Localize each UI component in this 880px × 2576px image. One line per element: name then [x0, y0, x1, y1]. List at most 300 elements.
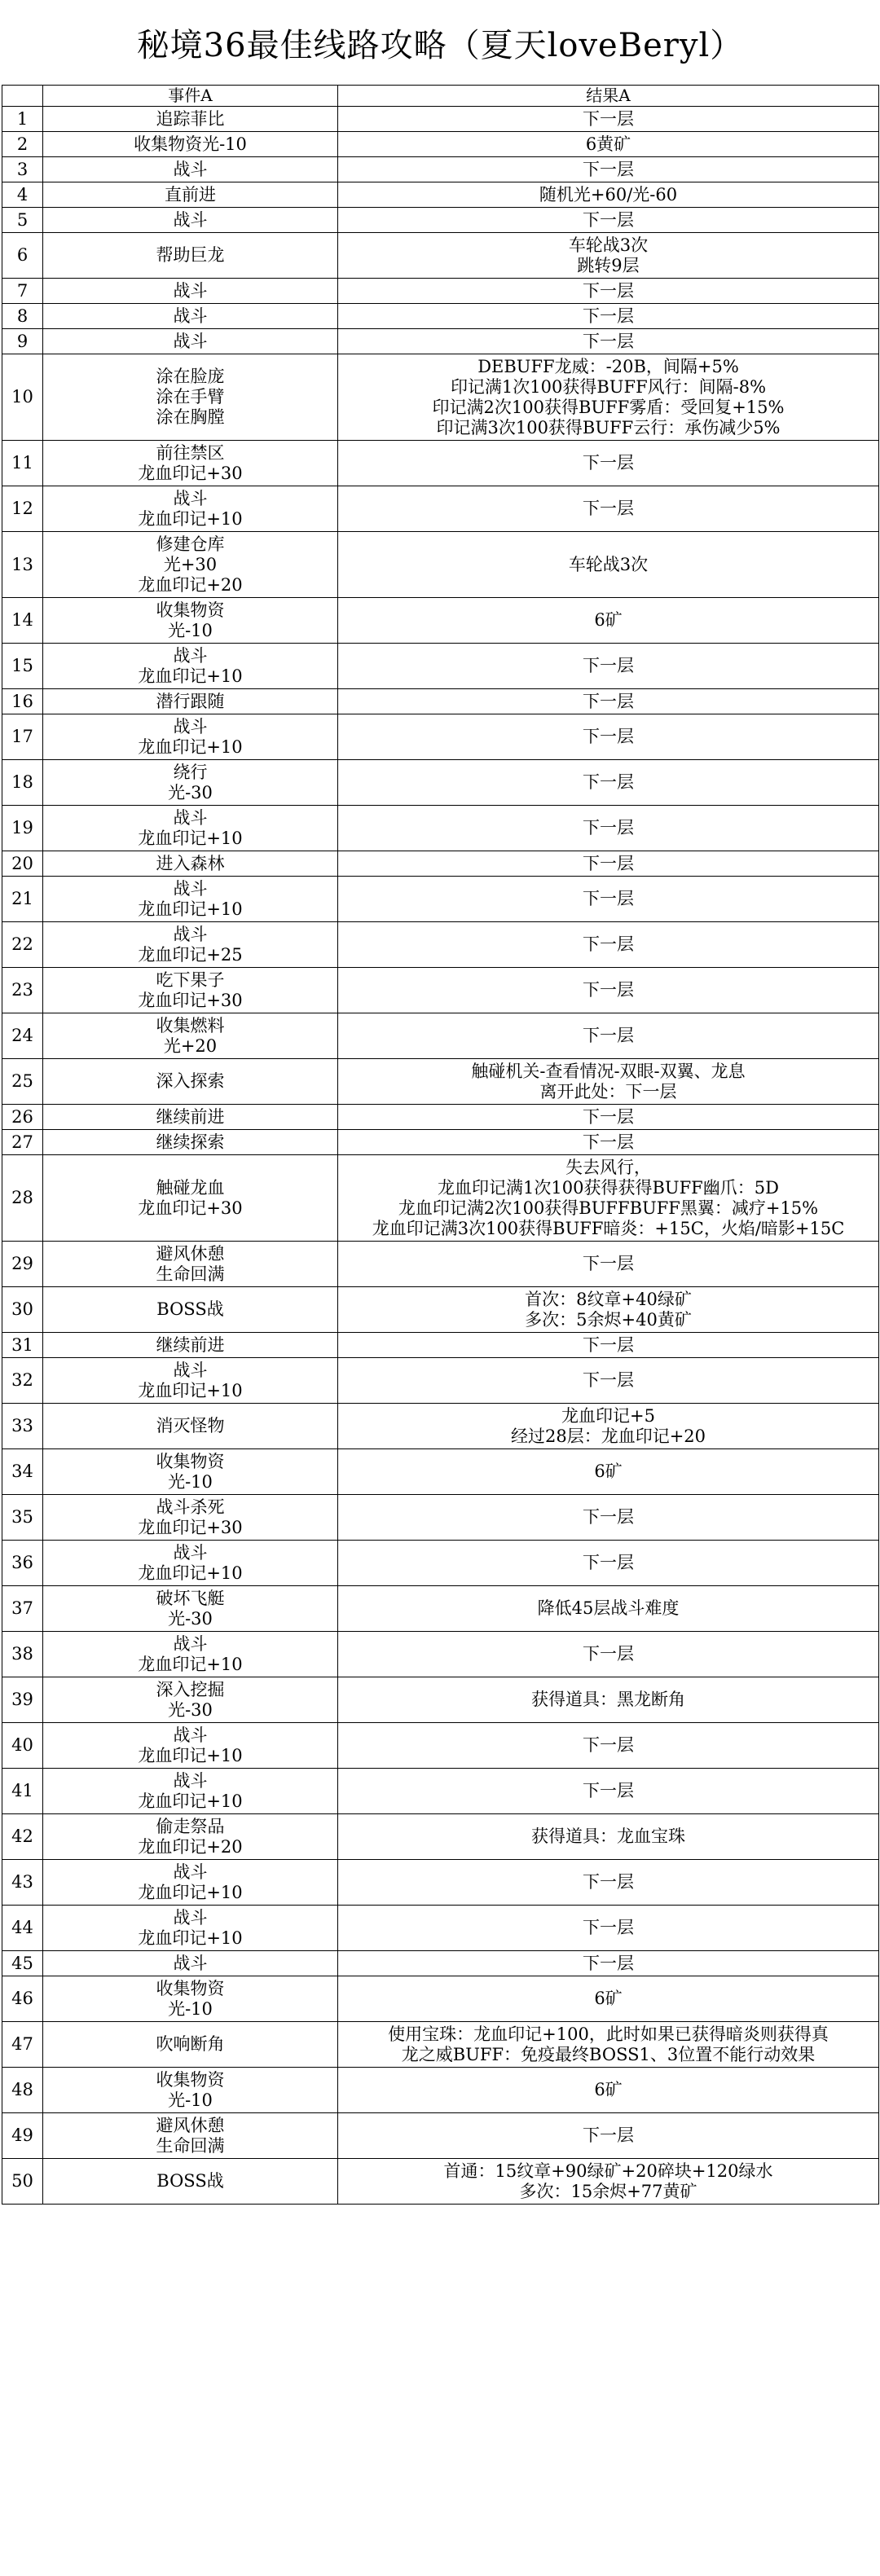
event-line: 继续前进: [156, 1334, 225, 1355]
event-cell: [43, 1404, 338, 1449]
table-row: [2, 1059, 879, 1105]
event-line: 战斗: [173, 1725, 208, 1745]
event-cell: [43, 1906, 338, 1951]
row-number: 1: [2, 107, 43, 132]
result-line: 6矿: [594, 610, 623, 630]
event-line: 吃下果子: [156, 969, 225, 990]
result-cell: [338, 1976, 879, 2022]
table-row: [2, 1358, 879, 1404]
table-row: [2, 598, 879, 644]
event-line: 追踪菲比: [156, 108, 225, 129]
table-row: [2, 1951, 879, 1976]
result-cell: [338, 157, 879, 182]
event-cell: [43, 1632, 338, 1677]
event-line: 绕行: [173, 762, 208, 782]
table-row: [2, 107, 879, 132]
event-cell: [43, 441, 338, 486]
result-cell: [338, 532, 879, 598]
row-number: 23: [2, 968, 43, 1013]
result-line: 下一层: [583, 331, 634, 351]
result-line: 下一层: [583, 1918, 634, 1937]
table-row: [2, 329, 879, 354]
event-line: 战斗: [173, 924, 208, 944]
result-line: DEBUFF龙威：-20B，间隔+5%: [477, 356, 739, 376]
result-cell: [338, 1723, 879, 1769]
event-line: 进入森林: [156, 853, 225, 873]
row-number: 15: [2, 644, 43, 689]
result-cell: [338, 2113, 879, 2159]
event-cell: [43, 1358, 338, 1404]
table-row: [2, 968, 879, 1013]
event-cell: [43, 1723, 338, 1769]
table-row: [2, 1130, 879, 1155]
event-line: 战斗杀死: [156, 1497, 225, 1517]
result-line: 下一层: [583, 2125, 634, 2145]
result-line: 印记满2次100获得BUFF雾盾：受回复+15%: [432, 397, 785, 417]
result-cell: [338, 233, 879, 279]
result-cell: [338, 1906, 879, 1951]
event-line: 龙血印记+30: [138, 990, 243, 1010]
row-number: 3: [2, 157, 43, 182]
event-line: 吹响断角: [156, 2034, 225, 2054]
table-row: [2, 1541, 879, 1586]
event-cell: [43, 714, 338, 760]
event-line: 深入挖掘: [156, 1679, 225, 1699]
table-row: [2, 1105, 879, 1130]
event-cell: [43, 1860, 338, 1906]
event-cell: [43, 354, 338, 441]
row-number: 6: [2, 233, 43, 279]
result-cell: [338, 486, 879, 532]
table-row: [2, 1860, 879, 1906]
event-cell: [43, 1242, 338, 1287]
event-line: 偷走祭品: [156, 1816, 225, 1836]
row-number: 30: [2, 1287, 43, 1333]
event-cell: [43, 851, 338, 877]
event-line: 涂在胸膛: [156, 407, 225, 427]
result-line: 下一层: [583, 853, 634, 873]
result-cell: [338, 208, 879, 233]
result-line: 6黄矿: [585, 134, 631, 154]
table-row: [2, 1814, 879, 1860]
result-line: 失去风行，: [565, 1157, 651, 1177]
event-cell: [43, 922, 338, 968]
row-number: 18: [2, 760, 43, 806]
table-body: [2, 107, 879, 2205]
header-result: 结果A: [338, 86, 879, 107]
event-line: 继续探索: [156, 1132, 225, 1152]
table-row: [2, 1242, 879, 1287]
row-number: 34: [2, 1449, 43, 1495]
result-line: 印记满3次100获得BUFF云行：承伤减少5%: [436, 417, 781, 437]
result-line: 首通：15纹章+90绿矿+20碎块+120绿水: [443, 2161, 773, 2181]
event-line: 龙血印记+10: [138, 1882, 243, 1902]
row-number: 2: [2, 132, 43, 157]
row-number: 33: [2, 1404, 43, 1449]
result-line: 经过28层：龙血印记+20: [510, 1426, 706, 1446]
result-line: 使用宝珠：龙血印记+100，此时如果已获得暗炎则获得真: [388, 2024, 829, 2044]
event-cell: [43, 806, 338, 851]
event-line: 直前进: [165, 184, 216, 204]
result-cell: [338, 1130, 879, 1155]
result-line: 下一层: [583, 1132, 634, 1152]
result-line: 下一层: [583, 1254, 634, 1273]
result-cell: [338, 1242, 879, 1287]
result-cell: [338, 354, 879, 441]
table-row: [2, 208, 879, 233]
event-cell: [43, 1287, 338, 1333]
event-line: 龙血印记+10: [138, 1745, 243, 1765]
event-cell: [43, 760, 338, 806]
result-line: 印记满1次100获得BUFF风行：间隔-8%: [450, 376, 767, 397]
event-line: 修建仓库: [156, 534, 225, 554]
event-line: 战斗: [173, 1770, 208, 1791]
result-cell: [338, 1013, 879, 1059]
result-cell: [338, 1105, 879, 1130]
result-cell: [338, 1358, 879, 1404]
result-line: 离开此处：下一层: [539, 1081, 677, 1101]
event-line: 生命回满: [156, 2135, 225, 2156]
result-cell: [338, 598, 879, 644]
result-line: 6矿: [594, 1989, 623, 2008]
result-cell: [338, 182, 879, 208]
row-number: 47: [2, 2022, 43, 2068]
result-line: 下一层: [583, 691, 634, 711]
row-number: 36: [2, 1541, 43, 1586]
row-number: 5: [2, 208, 43, 233]
row-number: 13: [2, 532, 43, 598]
row-number: 10: [2, 354, 43, 441]
row-number: 50: [2, 2159, 43, 2205]
row-number: 40: [2, 1723, 43, 1769]
row-number: 45: [2, 1951, 43, 1976]
table-row: [2, 644, 879, 689]
event-line: 龙血印记+25: [138, 944, 243, 965]
result-line: 龙血印记+5: [561, 1405, 655, 1426]
table-row: [2, 182, 879, 208]
event-cell: [43, 2159, 338, 2205]
row-number: 9: [2, 329, 43, 354]
result-line: 随机光+60/光-60: [539, 184, 678, 204]
result-cell: [338, 1495, 879, 1541]
table-row: [2, 486, 879, 532]
table-row: [2, 132, 879, 157]
event-cell: [43, 182, 338, 208]
result-line: 下一层: [583, 453, 634, 473]
result-cell: [338, 1860, 879, 1906]
event-line: 龙血印记+30: [138, 1198, 243, 1218]
row-number: 31: [2, 1333, 43, 1358]
event-cell: [43, 877, 338, 922]
event-cell: [43, 1105, 338, 1130]
event-cell: [43, 157, 338, 182]
row-number: 16: [2, 689, 43, 714]
event-line: 光+20: [163, 1035, 218, 1056]
event-line: 战斗: [173, 280, 208, 301]
event-line: 深入探索: [156, 1071, 225, 1091]
table-row: [2, 2068, 879, 2113]
event-line: 前往禁区: [156, 442, 225, 463]
table-row: [2, 1677, 879, 1723]
event-line: 光-10: [168, 2090, 213, 2110]
table-row: [2, 1769, 879, 1814]
table-row: [2, 1723, 879, 1769]
event-line: 战斗: [173, 1360, 208, 1380]
row-number: 43: [2, 1860, 43, 1906]
event-line: 光-10: [168, 1998, 213, 2019]
table-row: [2, 1013, 879, 1059]
result-cell: [338, 1632, 879, 1677]
result-cell: [338, 2022, 879, 2068]
event-line: 战斗: [173, 716, 208, 736]
event-line: 战斗: [173, 645, 208, 666]
table-row: [2, 877, 879, 922]
event-line: 战斗: [173, 488, 208, 508]
result-line: 下一层: [583, 656, 634, 675]
table-row: [2, 532, 879, 598]
event-line: 收集燃料: [156, 1015, 225, 1035]
row-number: 14: [2, 598, 43, 644]
result-cell: [338, 760, 879, 806]
event-line: 消灭怪物: [156, 1416, 225, 1435]
result-line: 龙之威BUFF：免疫最终BOSS1、3位置不能行动效果: [401, 2044, 816, 2064]
result-cell: [338, 806, 879, 851]
table-row: [2, 851, 879, 877]
result-cell: [338, 1951, 879, 1976]
event-line: 收集物资: [156, 600, 225, 620]
event-line: 战斗: [173, 1862, 208, 1882]
table-row: [2, 233, 879, 279]
event-line: 龙血印记+10: [138, 1563, 243, 1583]
result-line: 跳转9层: [577, 255, 640, 275]
event-line: 触碰龙血: [156, 1177, 225, 1198]
row-number: 25: [2, 1059, 43, 1105]
result-cell: [338, 1059, 879, 1105]
event-cell: [43, 1814, 338, 1860]
result-cell: [338, 851, 879, 877]
table-row: [2, 354, 879, 441]
event-line: 战斗: [173, 306, 208, 326]
event-cell: [43, 1059, 338, 1105]
row-number: 29: [2, 1242, 43, 1287]
event-line: 光-30: [168, 782, 213, 802]
result-cell: [338, 1677, 879, 1723]
event-line: BOSS战: [156, 1299, 224, 1319]
result-line: 下一层: [583, 159, 634, 179]
row-number: 42: [2, 1814, 43, 1860]
table-row: [2, 1976, 879, 2022]
event-cell: [43, 2068, 338, 2113]
row-number: 4: [2, 182, 43, 208]
event-line: 破坏飞艇: [156, 1588, 225, 1608]
event-cell: [43, 1013, 338, 1059]
event-line: 龙血印记+10: [138, 899, 243, 919]
event-cell: [43, 689, 338, 714]
row-number: 35: [2, 1495, 43, 1541]
table-row: [2, 441, 879, 486]
row-number: 37: [2, 1586, 43, 1632]
result-line: 车轮战3次: [568, 554, 649, 574]
result-cell: [338, 1449, 879, 1495]
result-line: 触碰机关-查看情况-双眼-双翼、龙息: [471, 1061, 746, 1081]
result-line: 下一层: [583, 1334, 634, 1355]
result-line: 下一层: [583, 980, 634, 1000]
result-line: 下一层: [583, 889, 634, 908]
table-row: [2, 1404, 879, 1449]
event-line: 战斗: [173, 159, 208, 179]
result-line: 多次：15余烬+77黄矿: [519, 2181, 697, 2201]
event-line: 龙血印记+20: [138, 1836, 243, 1857]
event-line: 龙血印记+10: [138, 666, 243, 686]
result-line: 下一层: [583, 306, 634, 326]
event-line: 光-30: [168, 1699, 213, 1720]
event-cell: [43, 2113, 338, 2159]
header-row: [2, 86, 879, 107]
event-line: 生命回满: [156, 1264, 225, 1284]
event-line: 龙血印记+30: [138, 1517, 243, 1537]
row-number: 19: [2, 806, 43, 851]
event-line: 龙血印记+10: [138, 1380, 243, 1400]
result-line: 下一层: [583, 1106, 634, 1127]
result-line: 下一层: [583, 1026, 634, 1045]
event-line: 避风休憩: [156, 1243, 225, 1264]
row-number: 38: [2, 1632, 43, 1677]
table-row: [2, 1495, 879, 1541]
result-cell: [338, 1155, 879, 1242]
event-line: 避风休憩: [156, 2115, 225, 2135]
row-number: 44: [2, 1906, 43, 1951]
event-line: 龙血印记+10: [138, 1928, 243, 1948]
table-row: [2, 1586, 879, 1632]
row-number: 17: [2, 714, 43, 760]
event-cell: [43, 132, 338, 157]
row-number: 27: [2, 1130, 43, 1155]
event-cell: [43, 1541, 338, 1586]
event-line: 龙血印记+10: [138, 1791, 243, 1811]
event-line: 光-10: [168, 620, 213, 640]
result-line: 下一层: [583, 1370, 634, 1390]
event-cell: [43, 644, 338, 689]
row-number: 11: [2, 441, 43, 486]
header-event: 事件A: [43, 86, 338, 107]
event-line: 龙血印记+30: [138, 463, 243, 483]
table-row: [2, 2022, 879, 2068]
result-line: 下一层: [583, 209, 634, 230]
result-line: 下一层: [583, 1507, 634, 1527]
event-line: 战斗: [173, 331, 208, 351]
event-cell: [43, 233, 338, 279]
event-line: 收集物资: [156, 2069, 225, 2090]
result-line: 下一层: [583, 499, 634, 518]
event-line: 收集物资光-10: [134, 134, 247, 154]
row-number: 28: [2, 1155, 43, 1242]
result-cell: [338, 1814, 879, 1860]
event-line: 战斗: [173, 1542, 208, 1563]
table-row: [2, 1155, 879, 1242]
result-line: 龙血印记满2次100获得BUFFBUFF黑翼：减疗+15%: [398, 1198, 819, 1218]
result-line: 下一层: [583, 280, 634, 301]
result-line: 下一层: [583, 1553, 634, 1572]
event-cell: [43, 1495, 338, 1541]
event-cell: [43, 486, 338, 532]
result-cell: [338, 1333, 879, 1358]
result-line: 下一层: [583, 772, 634, 792]
table-row: [2, 714, 879, 760]
result-cell: [338, 2068, 879, 2113]
table-row: [2, 1632, 879, 1677]
table-row: [2, 1449, 879, 1495]
event-line: 战斗: [173, 1633, 208, 1654]
event-cell: [43, 279, 338, 304]
table-row: [2, 1287, 879, 1333]
event-cell: [43, 1130, 338, 1155]
result-line: 降低45层战斗难度: [537, 1598, 680, 1618]
event-cell: [43, 2022, 338, 2068]
row-number: 7: [2, 279, 43, 304]
row-number: 26: [2, 1105, 43, 1130]
table-row: [2, 1906, 879, 1951]
event-line: 光-30: [168, 1608, 213, 1629]
event-line: 龙血印记+10: [138, 736, 243, 757]
result-line: 获得道具：龙血宝珠: [531, 1826, 685, 1846]
table-row: [2, 689, 879, 714]
result-cell: [338, 441, 879, 486]
event-line: 光-10: [168, 1471, 213, 1492]
event-line: 收集物资: [156, 1978, 225, 1998]
row-number: 8: [2, 304, 43, 329]
result-cell: [338, 2159, 879, 2205]
event-cell: [43, 532, 338, 598]
event-line: 战斗: [173, 878, 208, 899]
header-num: [2, 86, 43, 107]
result-line: 下一层: [583, 108, 634, 129]
result-cell: [338, 279, 879, 304]
event-cell: [43, 968, 338, 1013]
result-line: 6矿: [594, 2080, 623, 2099]
result-line: 下一层: [583, 934, 634, 954]
row-number: 24: [2, 1013, 43, 1059]
row-number: 39: [2, 1677, 43, 1723]
table-row: [2, 922, 879, 968]
route-table: [2, 85, 879, 2205]
result-cell: [338, 922, 879, 968]
page-title: 秘境36最佳线路攻略（夏天loveBeryl）: [136, 26, 744, 64]
event-cell: [43, 598, 338, 644]
table-row: [2, 2159, 879, 2205]
result-cell: [338, 107, 879, 132]
result-line: 6矿: [594, 1462, 623, 1481]
table-row: [2, 2113, 879, 2159]
table-row: [2, 279, 879, 304]
table-row: [2, 304, 879, 329]
result-cell: [338, 304, 879, 329]
result-line: 龙血印记满3次100获得BUFF暗炎：+15C，火焰/暗影+15C: [372, 1218, 845, 1238]
row-number: 49: [2, 2113, 43, 2159]
event-cell: [43, 1155, 338, 1242]
result-cell: [338, 689, 879, 714]
event-line: 战斗: [173, 1953, 208, 1973]
event-cell: [43, 329, 338, 354]
event-cell: [43, 1333, 338, 1358]
event-line: 光+30: [163, 554, 218, 574]
result-cell: [338, 968, 879, 1013]
event-line: 收集物资: [156, 1451, 225, 1471]
result-line: 首次：8纹章+40绿矿: [525, 1289, 692, 1309]
event-line: 龙血印记+10: [138, 1654, 243, 1674]
row-number: 12: [2, 486, 43, 532]
row-number: 22: [2, 922, 43, 968]
event-cell: [43, 1586, 338, 1632]
